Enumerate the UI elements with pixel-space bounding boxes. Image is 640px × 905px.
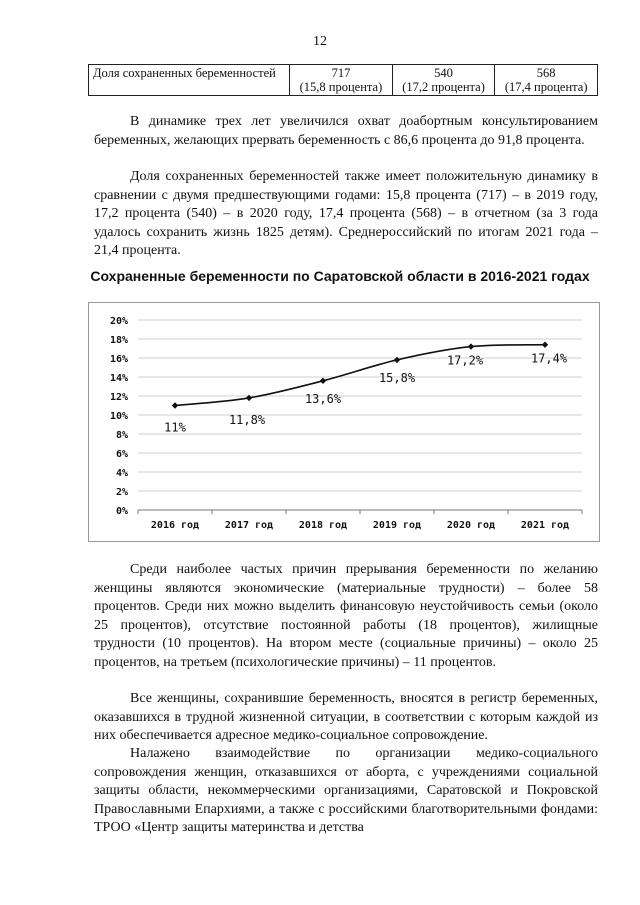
y-tick-label: 2% — [115, 487, 128, 498]
paragraph-dynamics — [94, 168, 598, 261]
paragraph-text: Налажено взаимодействие по организации медико-социального сопровождения женщин, отказавшихся от аборта, с учреждениями социальной защиты области, некоммерческими организациями, Саратовской и Покровской Православными Епархиями, а также с российскими благотворительными фондами: ТРОО «Центр защиты материнства и детства — [94, 746, 598, 835]
line-chart — [88, 302, 600, 542]
data-label: 17,2% — [446, 353, 484, 368]
paragraph-counseling — [94, 113, 598, 150]
y-tick-label: 12% — [109, 392, 128, 403]
paragraph-register — [94, 690, 598, 746]
data-label: 11,8% — [228, 412, 266, 427]
cell-percent: (17,2 процента) — [402, 80, 485, 94]
table-row — [89, 65, 598, 96]
x-tick-label: 2018 год — [298, 520, 348, 531]
cell-count: 540 — [434, 66, 453, 80]
x-tick-label: 2019 год — [372, 520, 422, 531]
paragraph-text: В динамике трех лет увеличился охват доабортным консультированием беременных, желающих прервать беременность с 86,6 процента до 91,8 процента. — [94, 114, 598, 148]
data-label: 17,4% — [530, 351, 568, 366]
y-tick-label: 14% — [109, 373, 128, 384]
chart-svg — [88, 302, 600, 542]
table-cell-2021 — [495, 65, 598, 96]
y-tick-label: 10% — [109, 411, 128, 422]
cell-count: 717 — [331, 66, 351, 80]
table-cell-2020 — [392, 65, 495, 96]
y-tick-label: 18% — [109, 335, 128, 346]
table-cell-2019 — [290, 65, 393, 96]
paragraph-text: Доля сохраненных беременностей также имеет положительную динамику в сравнении с двумя предшествующими годами: 15,8 процента (717) – в 2019 году, 17,2 процента (540) – в 2020 году, 17,4 процента (568) – в отчетном (за 3 года удалось сохранить жизнь 1825 детям). Среднероссийский по итогам 2021 года – 21,4 процента. — [94, 169, 598, 258]
cell-percent: (15,8 процента) — [299, 80, 383, 94]
y-tick-label: 6% — [115, 449, 128, 460]
chart-title: Сохраненные беременности по Саратовской области в 2016-2021 годах — [90, 268, 590, 284]
y-tick-label: 0% — [115, 506, 128, 517]
y-tick-label: 20% — [109, 316, 128, 327]
y-tick-label: 4% — [115, 468, 128, 479]
paragraph-cooperation — [94, 745, 598, 838]
y-tick-label: 8% — [115, 430, 128, 441]
data-label: 13,6% — [304, 391, 342, 406]
x-tick-label: 2016 год — [150, 520, 200, 531]
paragraph-text: Все женщины, сохранившие беременность, вносятся в регистр беременных, оказавшихся в трудной жизненной ситуации, в соответствии с которым каждой из них обеспечивается адресное медико-социальное сопровождение. — [94, 691, 598, 743]
x-tick-label: 2017 год — [224, 520, 274, 531]
cell-count: 568 — [536, 66, 556, 80]
data-label: 11% — [164, 420, 186, 435]
paragraph-text: Среди наиболее частых причин прерывания беременности по желанию женщины являются экономические (материальные трудности) – более 58 процентов. Среди них можно выделить финансовую неустойчивость семьи (около 25 процентов), отсутствие постоянной работы (18 процентов), жилищные трудности (10 процентов). На втором месте (социальные причины) – около 25 процентов, на третьем (психологические причины) – 11 процентов. — [94, 562, 598, 670]
cell-percent: (17,4 процента) — [504, 80, 588, 94]
page-number: 12 — [313, 34, 327, 49]
y-tick-label: 16% — [109, 354, 128, 365]
data-label: 15,8% — [378, 370, 416, 385]
x-tick-label: 2020 год — [446, 520, 496, 531]
paragraph-reasons — [94, 561, 598, 672]
pregnancy-stats-table — [88, 64, 598, 96]
table-row-label: Доля сохраненных беременностей — [89, 65, 290, 96]
x-tick-label: 2021 год — [520, 520, 570, 531]
